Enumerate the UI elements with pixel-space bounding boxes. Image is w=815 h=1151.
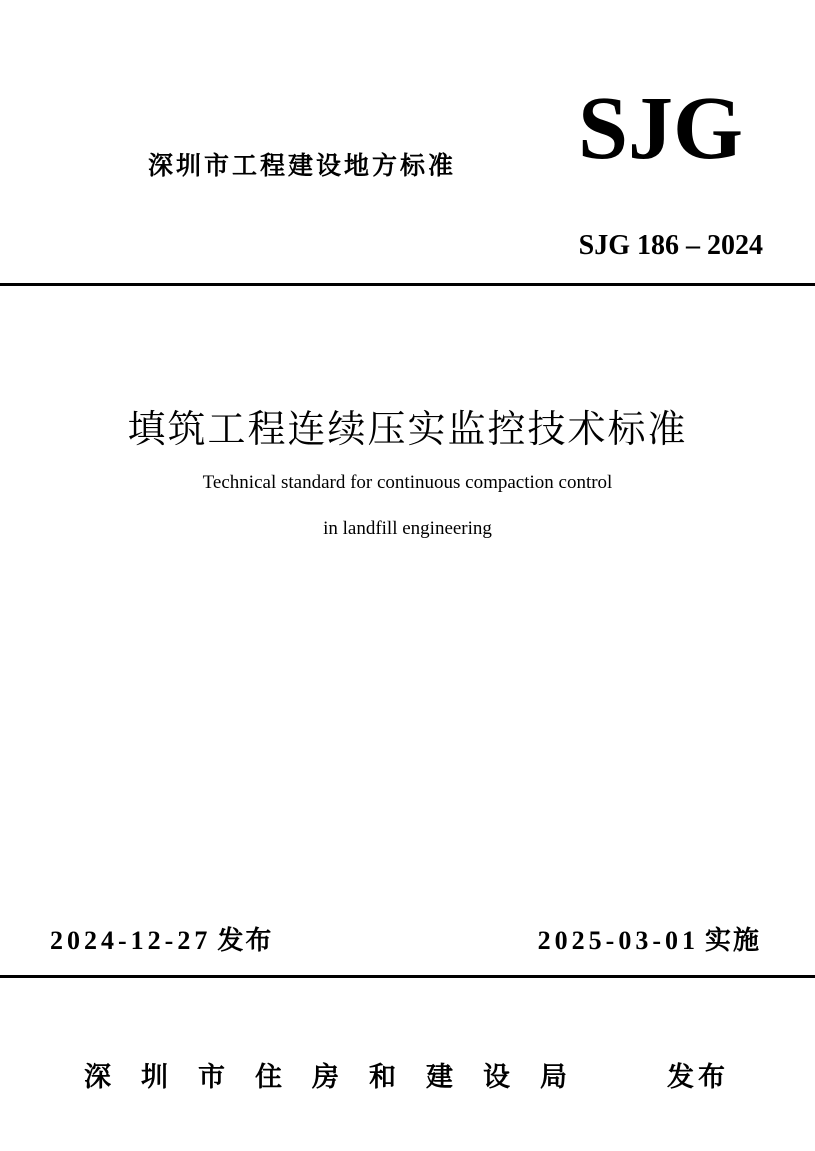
- top-divider: [0, 283, 815, 286]
- standard-number: SJG 186 – 2024: [578, 230, 763, 261]
- document-title-english-line1: Technical standard for continuous compaction control: [202, 472, 613, 493]
- publisher-action: 发布: [667, 1062, 729, 1093]
- issue-date: 2024-12-27: [50, 926, 212, 955]
- implementation-label: 实施: [704, 926, 761, 956]
- issue-label: 发布: [217, 926, 274, 956]
- bottom-divider: [0, 975, 815, 978]
- publisher-name: 深圳市住房和建设局: [84, 1062, 597, 1093]
- standard-series-logo: SJG: [578, 79, 744, 178]
- issue-date-block: [50, 920, 273, 957]
- implementation-date-block: [538, 920, 761, 957]
- document-title-english-line2: in landfill engineering: [323, 518, 492, 539]
- issuing-category-label: 深圳市工程建设地方标准: [148, 151, 457, 180]
- implementation-date: 2025-03-01: [537, 926, 699, 955]
- document-title-chinese: 填筑工程连续压实监控技术标准: [127, 407, 688, 451]
